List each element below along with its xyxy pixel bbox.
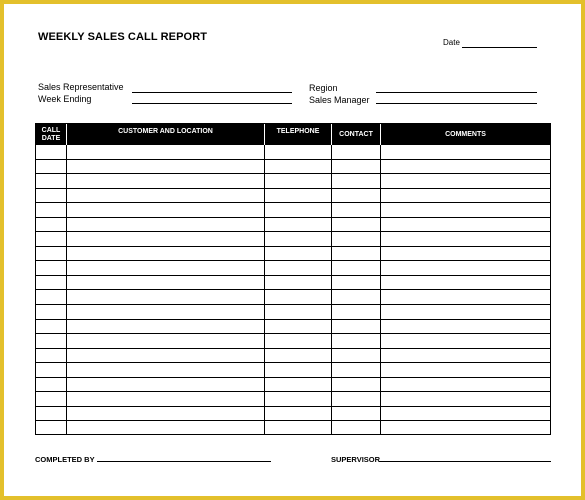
table-body: [36, 145, 550, 434]
customer-location-header: CUSTOMER AND LOCATION: [118, 128, 213, 135]
table-row[interactable]: [36, 305, 550, 320]
contact-header: CONTACT: [339, 130, 373, 138]
table-row[interactable]: [36, 290, 550, 305]
comments-header: COMMENTS: [445, 130, 486, 138]
table-row[interactable]: [36, 320, 550, 335]
table-row[interactable]: [36, 160, 550, 175]
supervisor-label: SUPERVISOR: [331, 455, 381, 464]
call-date-header: CALL DATE: [41, 126, 61, 142]
table-row[interactable]: [36, 363, 550, 378]
region-field[interactable]: [376, 92, 537, 93]
table-row[interactable]: [36, 392, 550, 407]
report-sheet: [4, 4, 581, 496]
table-row[interactable]: [36, 189, 550, 204]
sales-representative-field[interactable]: [132, 92, 292, 93]
table-row[interactable]: [36, 174, 550, 189]
table-row[interactable]: [36, 334, 550, 349]
table-row[interactable]: [36, 421, 550, 436]
table-row[interactable]: [36, 247, 550, 262]
date-label: Date: [443, 38, 460, 47]
table-row[interactable]: [36, 203, 550, 218]
table-row[interactable]: [36, 232, 550, 247]
table-row[interactable]: [36, 218, 550, 233]
sales-representative-label: Sales Representative: [38, 82, 124, 92]
completed-by-field[interactable]: [97, 461, 271, 462]
sales-call-table: [35, 123, 551, 435]
region-label: Region: [309, 83, 338, 93]
supervisor-field[interactable]: [379, 461, 551, 462]
date-field[interactable]: [462, 47, 537, 48]
report-title: WEEKLY SALES CALL REPORT: [38, 31, 208, 43]
table-row[interactable]: [36, 378, 550, 393]
telephone-header: TELEPHONE: [276, 128, 320, 135]
table-header: [36, 124, 550, 145]
week-ending-label: Week Ending: [38, 94, 92, 104]
table-row[interactable]: [36, 276, 550, 291]
table-row[interactable]: [36, 349, 550, 364]
week-ending-field[interactable]: [132, 103, 292, 104]
completed-by-label: COMPLETED BY: [35, 455, 95, 464]
sales-manager-field[interactable]: [376, 103, 537, 104]
table-row[interactable]: [36, 145, 550, 160]
table-row[interactable]: [36, 407, 550, 422]
sales-manager-label: Sales Manager: [309, 95, 370, 105]
table-row[interactable]: [36, 261, 550, 276]
